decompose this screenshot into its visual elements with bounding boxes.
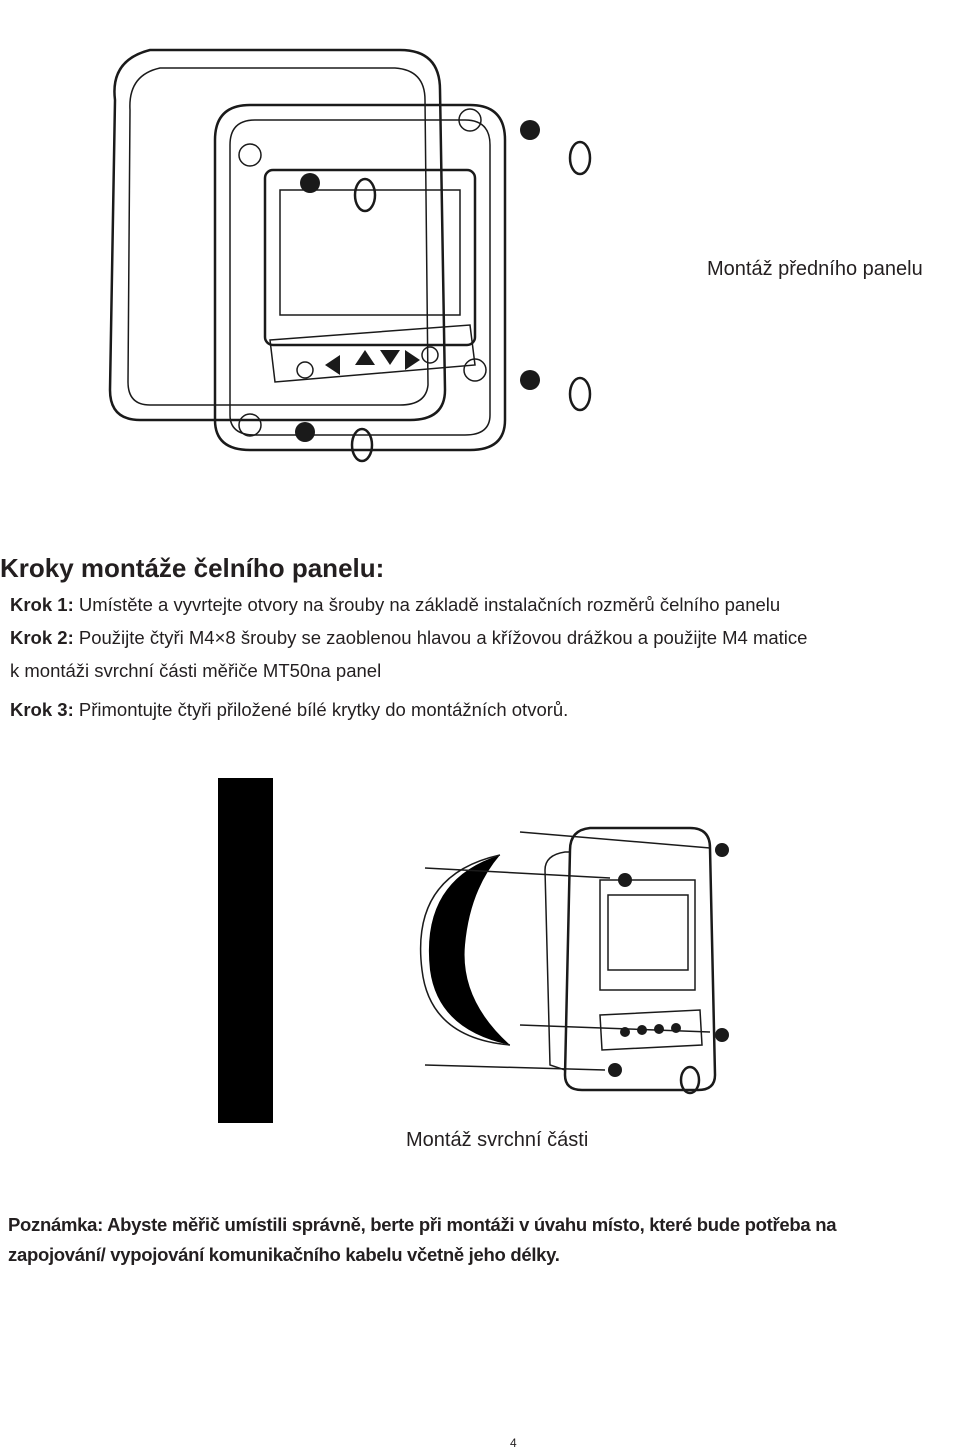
step-2 [10,627,807,649]
note-line-1: Poznámka: Abyste měřič umístili správně, berte při montáži v úvahu místo, které bude potřeba na [8,1214,837,1235]
top-mounting-illustration [210,770,730,1130]
step-1-text: Umístěte a vyvrtejte otvory na šrouby na základě instalačních rozměrů čelního panelu [73,594,781,615]
step-1-label: Krok 1: [10,594,74,615]
note-line-2: zapojování/ vypojování komunikačního kabelu včetně jeho délky. [8,1244,560,1265]
step-3 [10,699,568,721]
step-2-label: Krok 2: [10,627,74,648]
step-2-continuation: k montáži svrchní části měřiče MT50na panel [10,660,382,681]
step-1 [10,594,780,616]
top-mounting-caption: Montáž svrchní části [406,1129,589,1151]
front-panel-caption: Montáž předního panelu [707,258,923,280]
step-3-text: Přimontujte čtyři přiložené bílé krytky do montážních otvorů. [73,699,569,720]
page-number: 4 [510,1436,517,1450]
step-2-text: Použijte čtyři M4×8 šrouby se zaoblenou hlavou a křížovou drážkou a použijte M4 matice [73,627,808,648]
section-heading: Kroky montáže čelního panelu: [0,553,385,583]
step-3-label: Krok 3: [10,699,74,720]
front-panel-mounting-illustration [100,20,610,490]
